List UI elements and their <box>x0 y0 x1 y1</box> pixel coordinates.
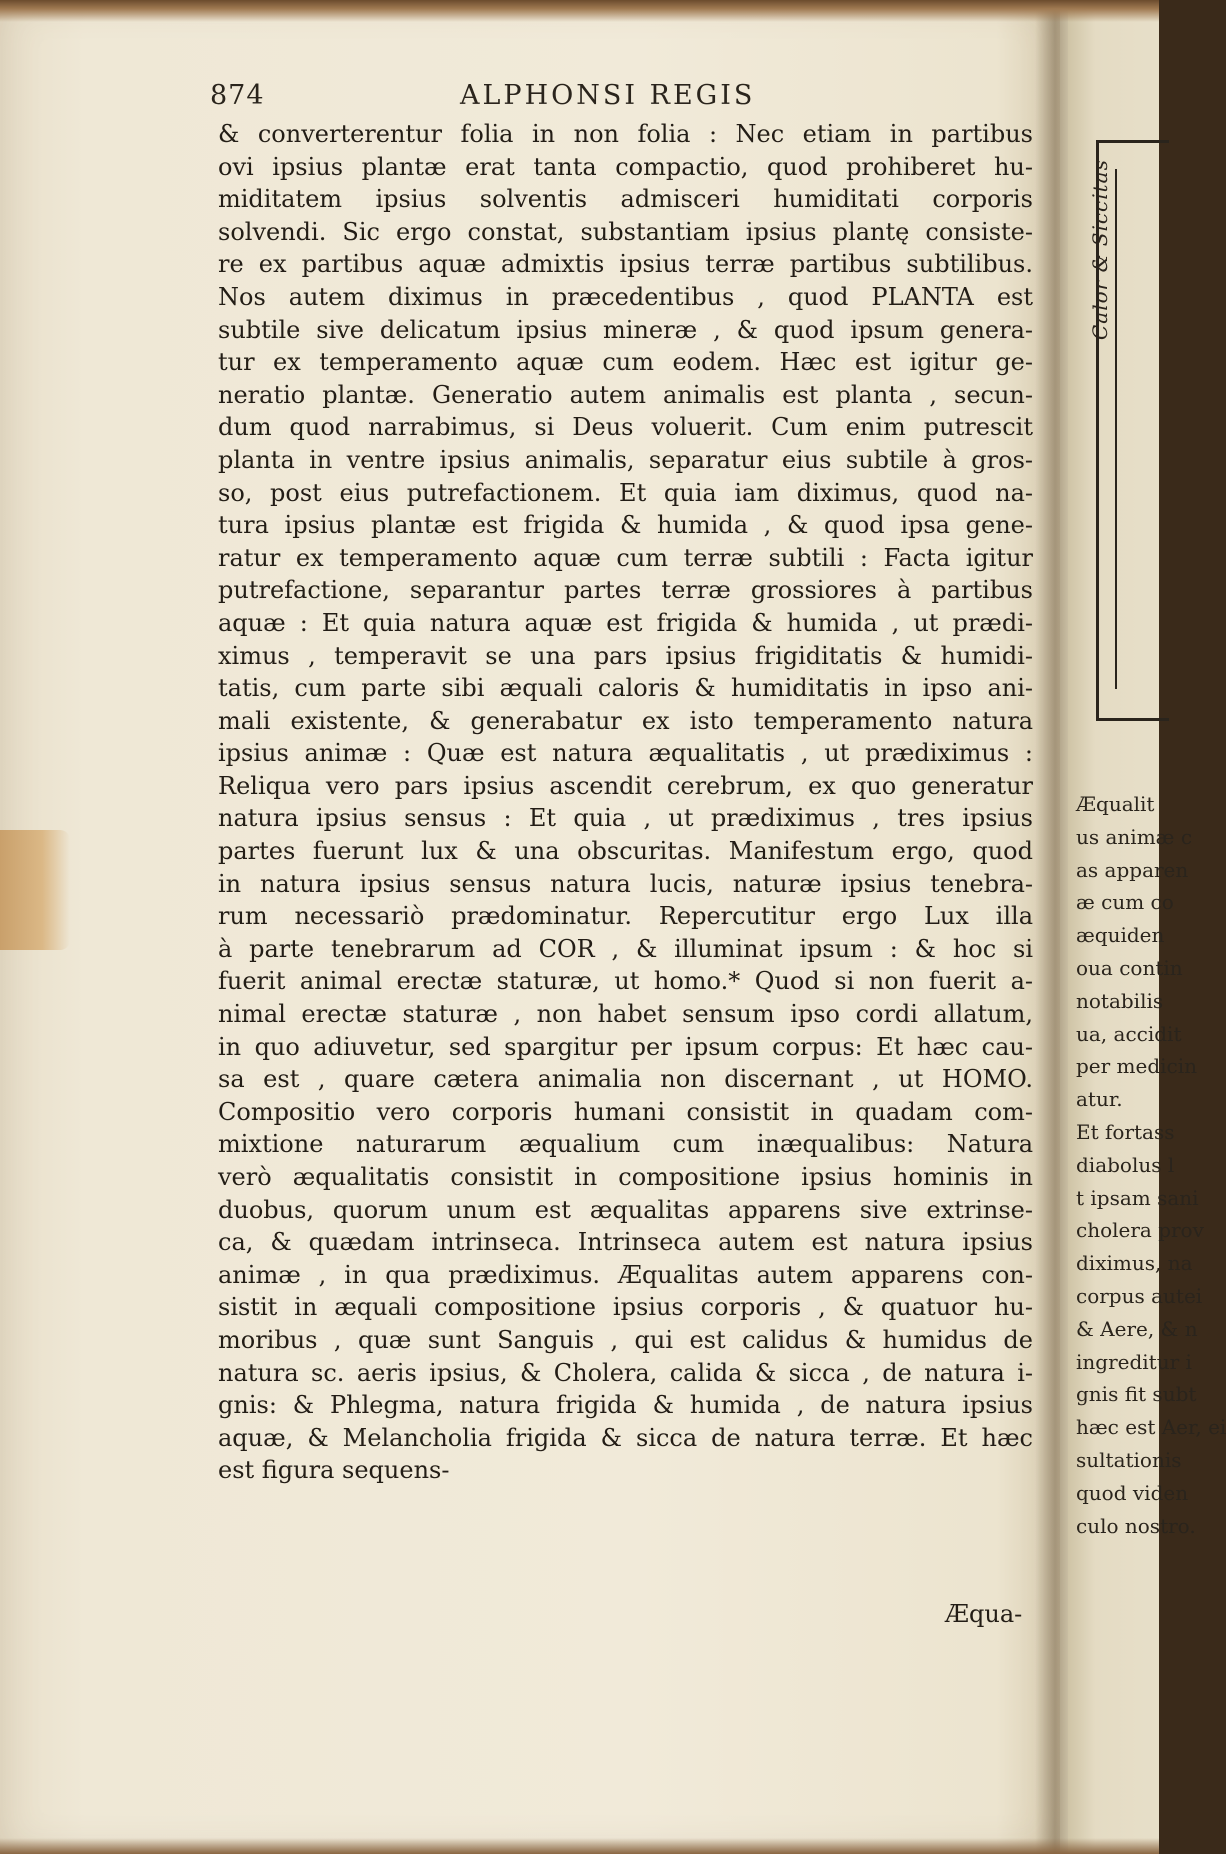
text-line: Reliqua vero pars ipsius ascendit cerebrum, ex quo generatur <box>218 771 1033 800</box>
text-line: tur ex temperamento aquæ cum eodem. Hæc est igitur ge- <box>218 348 1033 377</box>
text-line: Nos autem diximus in præcedentibus , quod PLANTA est <box>218 282 1033 311</box>
text-line: natura ipsius sensus : Et quia , ut prædiximus , tres ipsius <box>218 804 1033 833</box>
text-line: aquæ : Et quia natura aquæ est frigida & humida , ut prædi- <box>218 608 1033 637</box>
bottom-page-edge <box>0 1838 1159 1854</box>
text-line: duobus, quorum unum est æqualitas apparens sive extrinse- <box>218 1195 1033 1224</box>
text-line: putrefactione, separantur partes terræ grossiores à partibus <box>218 576 1033 605</box>
text-line: sa est , quare cætera animalia non discernant , ut HOMO. <box>218 1065 1033 1094</box>
text-line: mali existente, & generabatur ex isto temperamento natura <box>218 706 1033 735</box>
text-line: nimal erectæ staturæ , non habet sensum ipso cordi allatum, <box>218 1000 1033 1029</box>
page-tab-stain <box>0 830 70 950</box>
text-line: aquæ, & Melancholia frigida & sicca de natura terræ. Et hæc <box>218 1423 1033 1452</box>
right-page-line: corpus autei <box>1076 1283 1203 1308</box>
right-page-line: sultationis <box>1076 1447 1182 1472</box>
right-page-text <box>1076 788 1226 1542</box>
text-line: partes fuerunt lux & una obscuritas. Manifestum ergo, quod <box>218 837 1033 866</box>
text-line: natura sc. aeris ipsius, & Cholera, calida & sicca , de natura i- <box>218 1358 1033 1387</box>
text-line: fuerit animal erectæ staturæ, ut homo.* Quod si non fuerit a- <box>218 967 1033 996</box>
text-line: ca, & quædam intrinseca. Intrinseca autem est natura ipsius <box>218 1228 1033 1257</box>
text-line: tatis, cum parte sibi æquali caloris & humiditatis in ipso ani- <box>218 674 1033 703</box>
text-line: solvendi. Sic ergo constat, substantiam ipsius plantę consiste- <box>218 217 1033 246</box>
right-page-line: per medicin <box>1076 1054 1198 1079</box>
text-line: rum necessariò prædominatur. Repercutitur ergo Lux illa <box>218 902 1033 931</box>
text-line: so, post eius putrefactionem. Et quia iam diximus, quod na- <box>218 478 1033 507</box>
right-page-line: & Aere, & n <box>1076 1316 1198 1341</box>
right-page-line: diabolus l <box>1076 1152 1175 1177</box>
right-page-fragment <box>1068 0 1226 1854</box>
right-page-line: æ cum co <box>1076 890 1174 915</box>
right-page-line: gnis fit subt <box>1076 1382 1197 1407</box>
text-line: in quo adiuvetur, sed spargitur per ipsum corpus: Et hæc cau- <box>218 1032 1033 1061</box>
text-line: & converterentur folia in non folia : Nec etiam in partibus <box>218 120 1033 148</box>
right-page-line: Æqualit <box>1076 792 1155 816</box>
text-line: sistit in æquali compositione ipsius corporis , & quatuor hu- <box>218 1293 1033 1322</box>
text-line: planta in ventre ipsius animalis, separatur eius subtile à gros- <box>218 445 1033 474</box>
text-line: est figura sequens- <box>218 1456 450 1485</box>
top-page-edge <box>0 0 1159 22</box>
right-page-line: cholera prov <box>1076 1218 1204 1243</box>
right-page-line: hæc est Aer, ei <box>1076 1415 1226 1440</box>
right-page-line: ingreditur i <box>1076 1349 1192 1374</box>
text-line: animæ , in qua prædiximus. Æqualitas autem apparens con- <box>218 1260 1033 1289</box>
running-head <box>210 80 1030 120</box>
figure-inner-rule <box>1115 169 1177 689</box>
right-page-line: Et fortass <box>1076 1119 1175 1144</box>
right-page-line: as apparen <box>1076 857 1189 882</box>
running-head-title: ALPHONSI REGIS <box>460 80 756 111</box>
text-line: re ex partibus aquæ admixtis ipsius terræ partibus subtilibus. <box>218 250 1033 279</box>
text-line: neratio plantæ. Generatio autem animalis est planta , secun- <box>218 380 1033 409</box>
right-page-line: us animæ c <box>1076 824 1193 849</box>
body-text <box>218 118 1033 1487</box>
right-page-line: æquiden <box>1076 923 1165 948</box>
text-line: subtile sive delicatum ipsius mineræ , & quod ipsum genera- <box>218 315 1033 344</box>
text-line: mixtione naturarum æqualium cum inæqualibus: Natura <box>218 1130 1033 1159</box>
figure-vertical-label: Calor & Siccitas <box>1088 159 1112 340</box>
text-line: miditatem ipsius solventis admisceri humiditati corporis <box>218 185 1033 214</box>
text-line: in natura ipsius sensus natura lucis, naturæ ipsius tenebra- <box>218 869 1033 898</box>
catchword: Æqua- <box>945 1600 1023 1628</box>
right-page-line: diximus, na <box>1076 1251 1193 1276</box>
right-page-line: notabilis <box>1076 988 1164 1013</box>
text-line: ximus , temperavit se una pars ipsius frigiditatis & humidi- <box>218 641 1033 670</box>
text-line: à parte tenebrarum ad COR , & illuminat ipsum : & hoc si <box>218 934 1033 963</box>
right-page-line: atur. <box>1076 1087 1123 1112</box>
text-line: moribus , quæ sunt Sanguis , qui est calidus & humidus de <box>218 1325 1033 1354</box>
text-line: dum quod narrabimus, si Deus voluerit. Cum enim putrescit <box>218 413 1033 442</box>
text-line: verò æqualitatis consistit in compositione ipsius hominis in <box>218 1163 1033 1191</box>
right-page-line: culo nostro. <box>1076 1513 1196 1538</box>
right-page-line: t ipsam sani <box>1076 1185 1199 1210</box>
right-page-line: ua, accidit <box>1076 1021 1182 1046</box>
right-page-line: quod viden <box>1076 1480 1189 1505</box>
text-line: ipsius animæ : Quæ est natura æqualitatis , ut prædiximus : <box>218 739 1033 768</box>
page-number: 874 <box>210 80 265 111</box>
right-page-line: oua contin <box>1076 955 1183 980</box>
text-line: gnis: & Phlegma, natura frigida & humida , de natura ipsius <box>218 1391 1033 1420</box>
text-line: ratur ex temperamento aquæ cum terræ subtili : Facta igitur <box>218 543 1033 572</box>
text-line: tura ipsius plantæ est frigida & humida , & quod ipsa gene- <box>218 511 1033 540</box>
text-line: Compositio vero corporis humani consistit in quadam com- <box>218 1097 1033 1126</box>
text-line: ovi ipsius plantæ erat tanta compactio, quod prohiberet hu- <box>218 152 1033 181</box>
